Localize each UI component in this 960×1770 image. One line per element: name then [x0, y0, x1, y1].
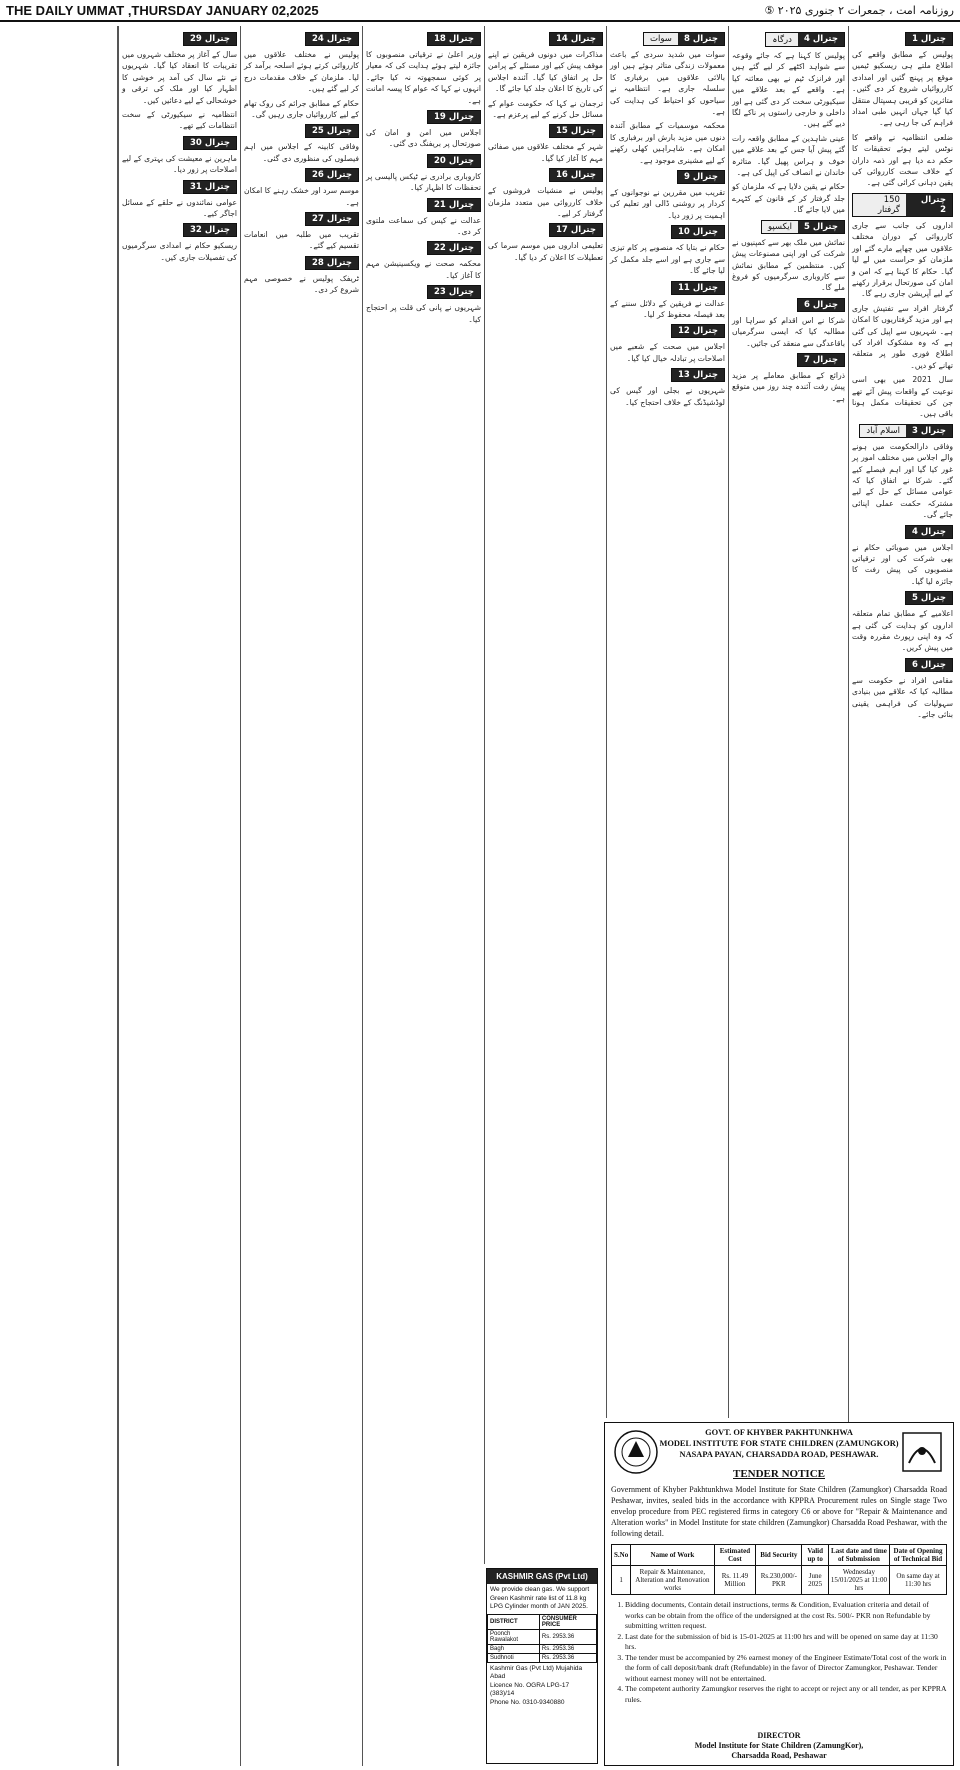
- tender-col-header: Name of Work: [631, 1545, 714, 1566]
- section-number: چترال 22: [428, 242, 480, 254]
- masthead-english: THE DAILY UMMAT ,THURSDAY JANUARY 02,2025: [6, 2, 319, 18]
- article-paragraph: موسم سرد اور خشک رہنے کا امکان ہے۔: [244, 186, 359, 207]
- table-row: [488, 1653, 597, 1662]
- section-heading: [122, 223, 237, 237]
- article-paragraph: عدالت نے فریقین کے دلائل سننے کے بعد فیصلہ محفوظ کر لیا۔: [610, 298, 725, 319]
- tender-col-header: Date of Opening of Technical Bid: [890, 1545, 947, 1566]
- section-title: ایکسپو: [762, 221, 798, 233]
- tender-org-address: NASAPA PAYAN, CHARSADDA ROAD, PESHAWAR.: [679, 1450, 879, 1459]
- tender-cell: 1: [612, 1566, 631, 1595]
- article-paragraph: تقریب میں مقررین نے نوجوانوں کے کردار پر روشنی ڈالی اور تعلیم کی اہمیت پر زور دیا۔: [610, 188, 725, 220]
- news-column: [4, 26, 118, 1766]
- news-column: [484, 26, 606, 1564]
- section-number: چترال 13: [672, 369, 724, 381]
- article-paragraph: تعلیمی اداروں میں موسم سرما کی تعطیلات کا اعلان کر دیا گیا۔: [488, 241, 603, 262]
- kashmir-gas-footer: [487, 1663, 597, 1710]
- section-number: چترال 15: [550, 125, 602, 137]
- tender-notice: [604, 1422, 954, 1766]
- article-paragraph: محکمہ صحت نے ویکسینیشن مہم کا آغاز کیا۔: [366, 259, 481, 280]
- section-number: چترال 4: [906, 526, 952, 538]
- tender-col-header: Bid Security: [756, 1545, 802, 1566]
- tender-cell: June 2025: [802, 1566, 828, 1595]
- tender-sign-title: DIRECTOR: [757, 1731, 801, 1740]
- article-paragraph: وزیر اعلیٰ نے ترقیاتی منصوبوں کا جائزہ لیتے ہوئے ہدایت کی کہ معیار پر کوئی سمجھوتہ نہ کیا جائے۔ انہوں نے کہا کہ عوام کا پیسہ امانت ہے۔: [366, 50, 481, 105]
- article-paragraph: سال 2021 میں بھی اسی نوعیت کے واقعات پیش آئے تھے جن کی تحقیقات مکمل ہونا باقی ہیں۔: [852, 375, 953, 419]
- article-paragraph: ماہرین نے معیشت کی بہتری کے لیے اصلاحات پر زور دیا۔: [122, 153, 237, 175]
- article-paragraph: شرکا نے اس اقدام کو سراہا اور مطالبہ کیا کہ ایسی سرگرمیاں باقاعدگی سے منعقد کی جائیں۔: [732, 315, 845, 348]
- section-number: چترال 4: [798, 33, 844, 46]
- article-paragraph: پولیس نے مختلف علاقوں میں کارروائی کرتے ہوئے اسلحہ برآمد کر لیا۔ ملزمان کے خلاف مقدمات درج کر لیے گئے ہیں۔: [244, 50, 359, 94]
- section-number: چترال 6: [906, 659, 952, 671]
- section-number: چترال 26: [306, 169, 358, 181]
- article-paragraph: کاروباری برادری نے ٹیکس پالیسی پر تحفظات کا اظہار کیا۔: [366, 171, 481, 193]
- kg-col-district: DISTRICT: [488, 1614, 540, 1629]
- section-number: چترال 2: [906, 194, 952, 216]
- section-heading: [852, 193, 953, 217]
- section-title: اسلام آباد: [860, 425, 906, 437]
- section-heading: [610, 170, 725, 184]
- section-number: چترال 31: [184, 181, 236, 193]
- article-paragraph: انتظامیہ نے سیکیورٹی کے سخت انتظامات کیے تھے۔: [122, 110, 237, 131]
- section-heading: [122, 180, 237, 194]
- tender-cell: On same day at 11:30 hrs: [890, 1566, 947, 1595]
- section-number: چترال 17: [550, 224, 602, 236]
- section-number: چترال 29: [184, 33, 236, 45]
- section-number: چترال 11: [672, 282, 724, 294]
- article-paragraph: شہریوں نے بجلی اور گیس کی لوڈشیڈنگ کے خلاف احتجاج کیا۔: [610, 386, 725, 407]
- article-paragraph: وفاقی دارالحکومت میں ہونے والے اجلاس میں مختلف امور پر غور کیا گیا اور اہم فیصلے کیے گئے۔ شرکا نے اتفاق کیا کہ عوامی مسائل کے حل کے لیے مشترکہ حکمت عملی اپنائی جائے گی۔: [852, 441, 953, 520]
- tender-signature: [605, 1731, 953, 1761]
- table-row: [488, 1629, 597, 1644]
- masthead-urdu: روزنامہ امت ، جمعرات ۲ جنوری ۲۰۲۵ ⑤: [764, 3, 954, 17]
- kg-footer-address: Kashmir Gas (Pvt Ltd) Mujahida Abad: [490, 1664, 583, 1680]
- article-paragraph: ترجمان نے کہا کہ حکومت عوام کے مسائل حل کرنے کے لیے پرعزم ہے۔: [488, 98, 603, 120]
- section-number: چترال 28: [306, 257, 358, 269]
- section-heading: [244, 256, 359, 270]
- tender-sign-institute: Model Institute for State Children (ZamungKor),: [694, 1741, 864, 1750]
- article-paragraph: مذاکرات میں دونوں فریقین نے اپنے موقف پیش کیے اور مسئلے کے پرامن حل پر اتفاق کیا گیا۔ آئندہ اجلاس کی تاریخ کا اعلان جلد کیا جائے گا۔: [488, 50, 603, 94]
- section-heading: [610, 368, 725, 382]
- section-number: چترال 12: [672, 325, 724, 337]
- article-paragraph: عینی شاہدین کے مطابق واقعہ رات گئے پیش آیا جس کے بعد علاقے میں خوف و ہراس پھیل گیا۔ متاثرہ خاندان نے انصاف کی اپیل کی ہے۔: [732, 133, 845, 178]
- section-heading: [610, 32, 725, 46]
- article-paragraph: حکام نے بتایا کہ منصوبے پر کام تیزی سے جاری ہے اور اسے جلد مکمل کر لیا جائے گا۔: [610, 243, 725, 276]
- tender-cell: Wednesday 15/01/2025 at 11:00 hrs: [828, 1566, 889, 1595]
- article-paragraph: ٹریفک پولیس نے خصوصی مہم شروع کر دی۔: [244, 273, 359, 295]
- section-number: چترال 5: [798, 221, 844, 233]
- masthead: [0, 0, 960, 22]
- section-number: چترال 20: [428, 155, 480, 167]
- article-paragraph: پولیس نے منشیات فروشوں کے خلاف کارروائی میں متعدد ملزمان گرفتار کر لیے۔: [488, 186, 603, 219]
- section-number: چترال 9: [678, 171, 724, 183]
- kg-col-price: CONSUMER PRICE: [539, 1614, 596, 1629]
- section-heading: [244, 168, 359, 182]
- section-title: سوات: [644, 33, 678, 45]
- tender-col-header: Last date and time of Submission: [828, 1545, 889, 1566]
- section-number: چترال 32: [184, 224, 236, 236]
- section-heading: [488, 32, 603, 46]
- section-title: 150 گرفتار: [853, 194, 906, 216]
- kg-price: Rs. 2953.36: [539, 1629, 596, 1644]
- section-number: چترال 19: [428, 111, 480, 123]
- article-paragraph: اجلاس میں امن و امان کی صورتحال پر بریفنگ دی گئی۔: [366, 128, 481, 149]
- tender-org-govt: GOVT. OF KHYBER PAKHTUNKHWA: [705, 1428, 853, 1437]
- section-number: چترال 8: [678, 33, 724, 45]
- section-number: چترال 23: [428, 286, 480, 298]
- section-heading: [366, 110, 481, 124]
- article-paragraph: سال کے آغاز پر مختلف شہروں میں تقریبات کا انعقاد کیا گیا۔ شہریوں نے نئے سال کی آمد پر خوشی کا اظہار کیا اور ملک کی ترقی و خوشحالی کے لیے دعائیں کیں۔: [122, 50, 237, 105]
- article-paragraph: حکام نے یقین دلایا ہے کہ ملزمان کو جلد گرفتار کر کے قانون کے کٹہرے میں لایا جائے گا۔: [732, 182, 845, 215]
- article-paragraph: اعلامیے کے مطابق تمام متعلقہ اداروں کو ہدایت کی گئی ہے کہ وہ اپنی رپورٹ مقررہ وقت میں پیش کریں۔: [852, 609, 953, 653]
- section-number: چترال 14: [550, 33, 602, 45]
- tender-table: [611, 1544, 947, 1595]
- news-column: [728, 26, 848, 1418]
- tender-cell: Rs.230,000/- PKR: [756, 1566, 802, 1595]
- kashmir-gas-table: [487, 1614, 597, 1663]
- institute-logo-icon: [899, 1429, 945, 1475]
- article-paragraph: عوامی نمائندوں نے حلقے کے مسائل اجاگر کیے۔: [122, 197, 237, 219]
- article-paragraph: اداروں کی جانب سے جاری کارروائی کے دوران مختلف علاقوں میں چھاپے مارے گئے اور ملزمان کو حراست میں لے لیا گیا۔ حکام کا کہنا ہے کہ امن و امان کی صورتحال برقرار رکھنے کے لیے آپریشن جاری رہے گا۔: [852, 220, 953, 299]
- article-paragraph: شہر کے مختلف علاقوں میں صفائی مہم کا آغاز کیا گیا۔: [488, 142, 603, 163]
- section-number: چترال 30: [184, 137, 236, 149]
- article-paragraph: شہریوں نے پانی کی قلت پر احتجاج کیا۔: [366, 303, 481, 324]
- kg-price: Rs. 2953.36: [539, 1653, 596, 1662]
- kg-footer-phone: Phone No. 0310-9340880: [490, 1698, 565, 1706]
- article-paragraph: گرفتار افراد سے تفتیش جاری ہے اور مزید گرفتاریوں کا امکان ہے۔ شہریوں سے اپیل کی گئی ہے کہ وہ مشکوک افراد کی اطلاع فوری طور پر متعلقہ تھانے کو دیں۔: [852, 303, 953, 370]
- table-row: [488, 1644, 597, 1653]
- kashmir-gas-intro: We provide clean gas. We support Green Kashmir rate list of 11.8 kg LPG Cylinder month of JAN 2025.: [490, 1586, 590, 1610]
- tender-note: 3. The tender must be accompanied by 2% earnest money of the Engineer Estimate/Total cost of the work in the form of call deposit/bank draft (Refundable) in the favor of Director Zamungkor, Peshawar. Tender without earnest money will not be entertained.: [625, 1653, 947, 1685]
- section-heading: [366, 154, 481, 168]
- section-title: درگاہ: [766, 33, 798, 46]
- tender-col-header: Estimated Cost: [714, 1545, 756, 1566]
- kg-footer-licence: Licence No. OGRA LPG-17 (383)/14: [490, 1681, 570, 1697]
- article-paragraph: اجلاس میں صوبائی حکام نے بھی شرکت کی اور ترقیاتی منصوبوں کی پیش رفت کا جائزہ لیا گیا۔: [852, 542, 953, 586]
- section-heading: [122, 32, 237, 46]
- section-number: چترال 3: [906, 425, 952, 437]
- tender-notes: [611, 1600, 947, 1705]
- news-column: [606, 26, 728, 1418]
- section-number: چترال 24: [306, 33, 358, 45]
- section-heading: [366, 285, 481, 299]
- section-heading: [122, 136, 237, 150]
- section-number: چترال 27: [306, 213, 358, 225]
- section-heading: [366, 241, 481, 255]
- tender-col-header: S.No: [612, 1545, 631, 1566]
- tender-note: 4. The competent authority Zamungkor reserves the right to accept or reject any or all tender, as per KPPRA rules.: [625, 1684, 947, 1705]
- section-heading: [852, 32, 953, 46]
- section-heading: [852, 658, 953, 672]
- article-paragraph: پولیس کا کہنا ہے کہ جائے وقوعہ سے شواہد اکٹھے کر لیے گئے ہیں اور فرانزک ٹیم نے بھی معائنہ کیا ہے۔ واقعے کے بعد علاقے میں سیکیورٹی سخت کر دی گئی ہے اور داخلی و خارجی راستوں پر ناکے لگا دیے گئے ہیں۔: [732, 51, 845, 129]
- section-heading: [852, 525, 953, 539]
- article-paragraph: تقریب میں طلبہ میں انعامات تقسیم کیے گئے۔: [244, 230, 359, 251]
- section-heading: [366, 198, 481, 212]
- article-paragraph: ذرائع کے مطابق معاملے پر مزید پیش رفت آئندہ چند روز میں متوقع ہے۔: [732, 370, 845, 403]
- section-heading: [610, 225, 725, 239]
- section-heading: [852, 591, 953, 605]
- section-heading: [732, 298, 845, 312]
- article-paragraph: عدالت نے کیس کی سماعت ملتوی کر دی۔: [366, 215, 481, 237]
- tender-note: 2. Last date for the submission of bid is 15-01-2025 at 11:00 hrs and will be opened on same day at 11:30 hrs.: [625, 1632, 947, 1653]
- section-heading: [244, 124, 359, 138]
- section-heading: [732, 353, 845, 367]
- section-heading: [610, 281, 725, 295]
- tender-cell: Rs. 11.49 Million: [714, 1566, 756, 1595]
- section-number: چترال 21: [428, 199, 480, 211]
- tender-col-header: Valid up to: [802, 1545, 828, 1566]
- tender-cell: Repair & Maintenance, Alteration and Renovation works: [631, 1566, 714, 1595]
- news-column: [240, 26, 362, 1766]
- kg-district: Poonch Rawalakot: [488, 1629, 540, 1644]
- section-number: چترال 10: [672, 226, 724, 238]
- tender-title: TENDER NOTICE: [733, 1468, 825, 1480]
- news-column: [118, 26, 240, 1766]
- section-number: چترال 18: [428, 33, 480, 45]
- section-number: چترال 25: [306, 125, 358, 137]
- article-paragraph: پولیس کے مطابق واقعے کی اطلاع ملتے ہی ریسکیو ٹیمیں موقع پر پہنچ گئیں اور امدادی کارروائیاں شروع کر دی گئیں۔ متاثرین کو قریبی ہسپتال منتقل کیا گیا جہاں انہیں طبی امداد فراہم کی جا رہی ہے۔: [852, 50, 953, 128]
- table-row: [612, 1566, 947, 1595]
- news-column: [362, 26, 484, 1766]
- section-heading: [732, 220, 845, 234]
- section-number: چترال 6: [798, 299, 844, 311]
- tender-org-institute: MODEL INSTITUTE FOR STATE CHILDREN (ZAMUNGKOR): [659, 1439, 899, 1448]
- section-heading: [852, 424, 953, 438]
- article-paragraph: حکام کے مطابق جرائم کی روک تھام کے لیے کارروائیاں جاری رہیں گی۔: [244, 98, 359, 120]
- section-heading: [244, 32, 359, 46]
- article-paragraph: مقامی افراد نے حکومت سے مطالبہ کیا کہ علاقے میں بنیادی سہولیات کی فراہمی یقینی بنائی جائے۔: [852, 675, 953, 720]
- section-heading: [732, 32, 845, 47]
- section-heading: [366, 32, 481, 46]
- section-heading: [488, 124, 603, 138]
- article-paragraph: اجلاس میں صحت کے شعبے میں اصلاحات پر تبادلہ خیال کیا گیا۔: [610, 342, 725, 363]
- section-number: چترال 1: [906, 33, 952, 45]
- article-paragraph: وفاقی کابینہ کے اجلاس میں اہم فیصلوں کی منظوری دی گئی۔: [244, 142, 359, 163]
- tender-body: Government of Khyber Pakhtunkhwa Model Institute for State Children (Zamungkor) Charsadda Road Peshawar, invites, sealed bids in the accordance with KPPRA Procurement rules on Single stage Two envelop procedure from PEC registered firms in category C6 or above for "Repair & Maintenance and Alteration works" in Model Institute for state children (Zamungkor) Charsadda Road Peshawar, with the following detail.: [611, 1485, 947, 1538]
- kg-price: Rs. 2953.36: [539, 1644, 596, 1653]
- kp-govt-seal-icon: [613, 1429, 659, 1475]
- article-paragraph: ریسکیو حکام نے امدادی سرگرمیوں کی تفصیلات جاری کیں۔: [122, 241, 237, 262]
- section-heading: [610, 324, 725, 338]
- article-paragraph: محکمہ موسمیات کے مطابق آئندہ دنوں میں مزید بارش اور برفباری کا امکان ہے۔ شاہراہیں کھلی رکھنے کے لیے مشینری موجود ہے۔: [610, 121, 725, 165]
- kg-district: Sudhnoti: [488, 1653, 540, 1662]
- tender-sign-address: Charsadda Road, Peshawar: [731, 1751, 827, 1760]
- kashmir-gas-ad: [486, 1568, 598, 1764]
- section-number: چترال 7: [798, 354, 844, 366]
- kashmir-gas-title: KASHMIR GAS (Pvt Ltd): [487, 1569, 597, 1584]
- article-paragraph: سوات میں شدید سردی کے باعث معمولات زندگی متاثر ہوئے ہیں اور بالائی علاقوں میں برفباری کا سلسلہ جاری ہے۔ انتظامیہ نے سیاحوں کو احتیاط کی ہدایت کی ہے۔: [610, 50, 725, 117]
- section-heading: [244, 212, 359, 226]
- article-paragraph: نمائش میں ملک بھر سے کمپنیوں نے شرکت کی اور اپنی مصنوعات پیش کیں۔ منتظمین کے مطابق نمائش سے کاروباری سرگرمیوں کو فروغ ملے گا۔: [732, 237, 845, 293]
- article-paragraph: ضلعی انتظامیہ نے واقعے کا نوٹس لیتے ہوئے تحقیقات کا حکم دے دیا ہے اور ذمہ داران کے خلاف سخت کارروائی کی یقین دہانی کرائی گئی ہے۔: [852, 132, 953, 188]
- section-heading: [488, 168, 603, 182]
- kg-district: Bagh: [488, 1644, 540, 1653]
- tender-note: 1. Bidding documents, Contain detail instructions, terms & Condition, Evaluation criteria and detail of works can be obtain from the office of the undersigned at the cost Rs. 500/- PKR non Refundable by submitting written request.: [625, 1600, 947, 1632]
- section-heading: [488, 223, 603, 237]
- section-number: چترال 16: [550, 169, 602, 181]
- tender-table-header: [612, 1545, 947, 1566]
- tender-org: [611, 1427, 947, 1460]
- section-number: چترال 5: [906, 592, 952, 604]
